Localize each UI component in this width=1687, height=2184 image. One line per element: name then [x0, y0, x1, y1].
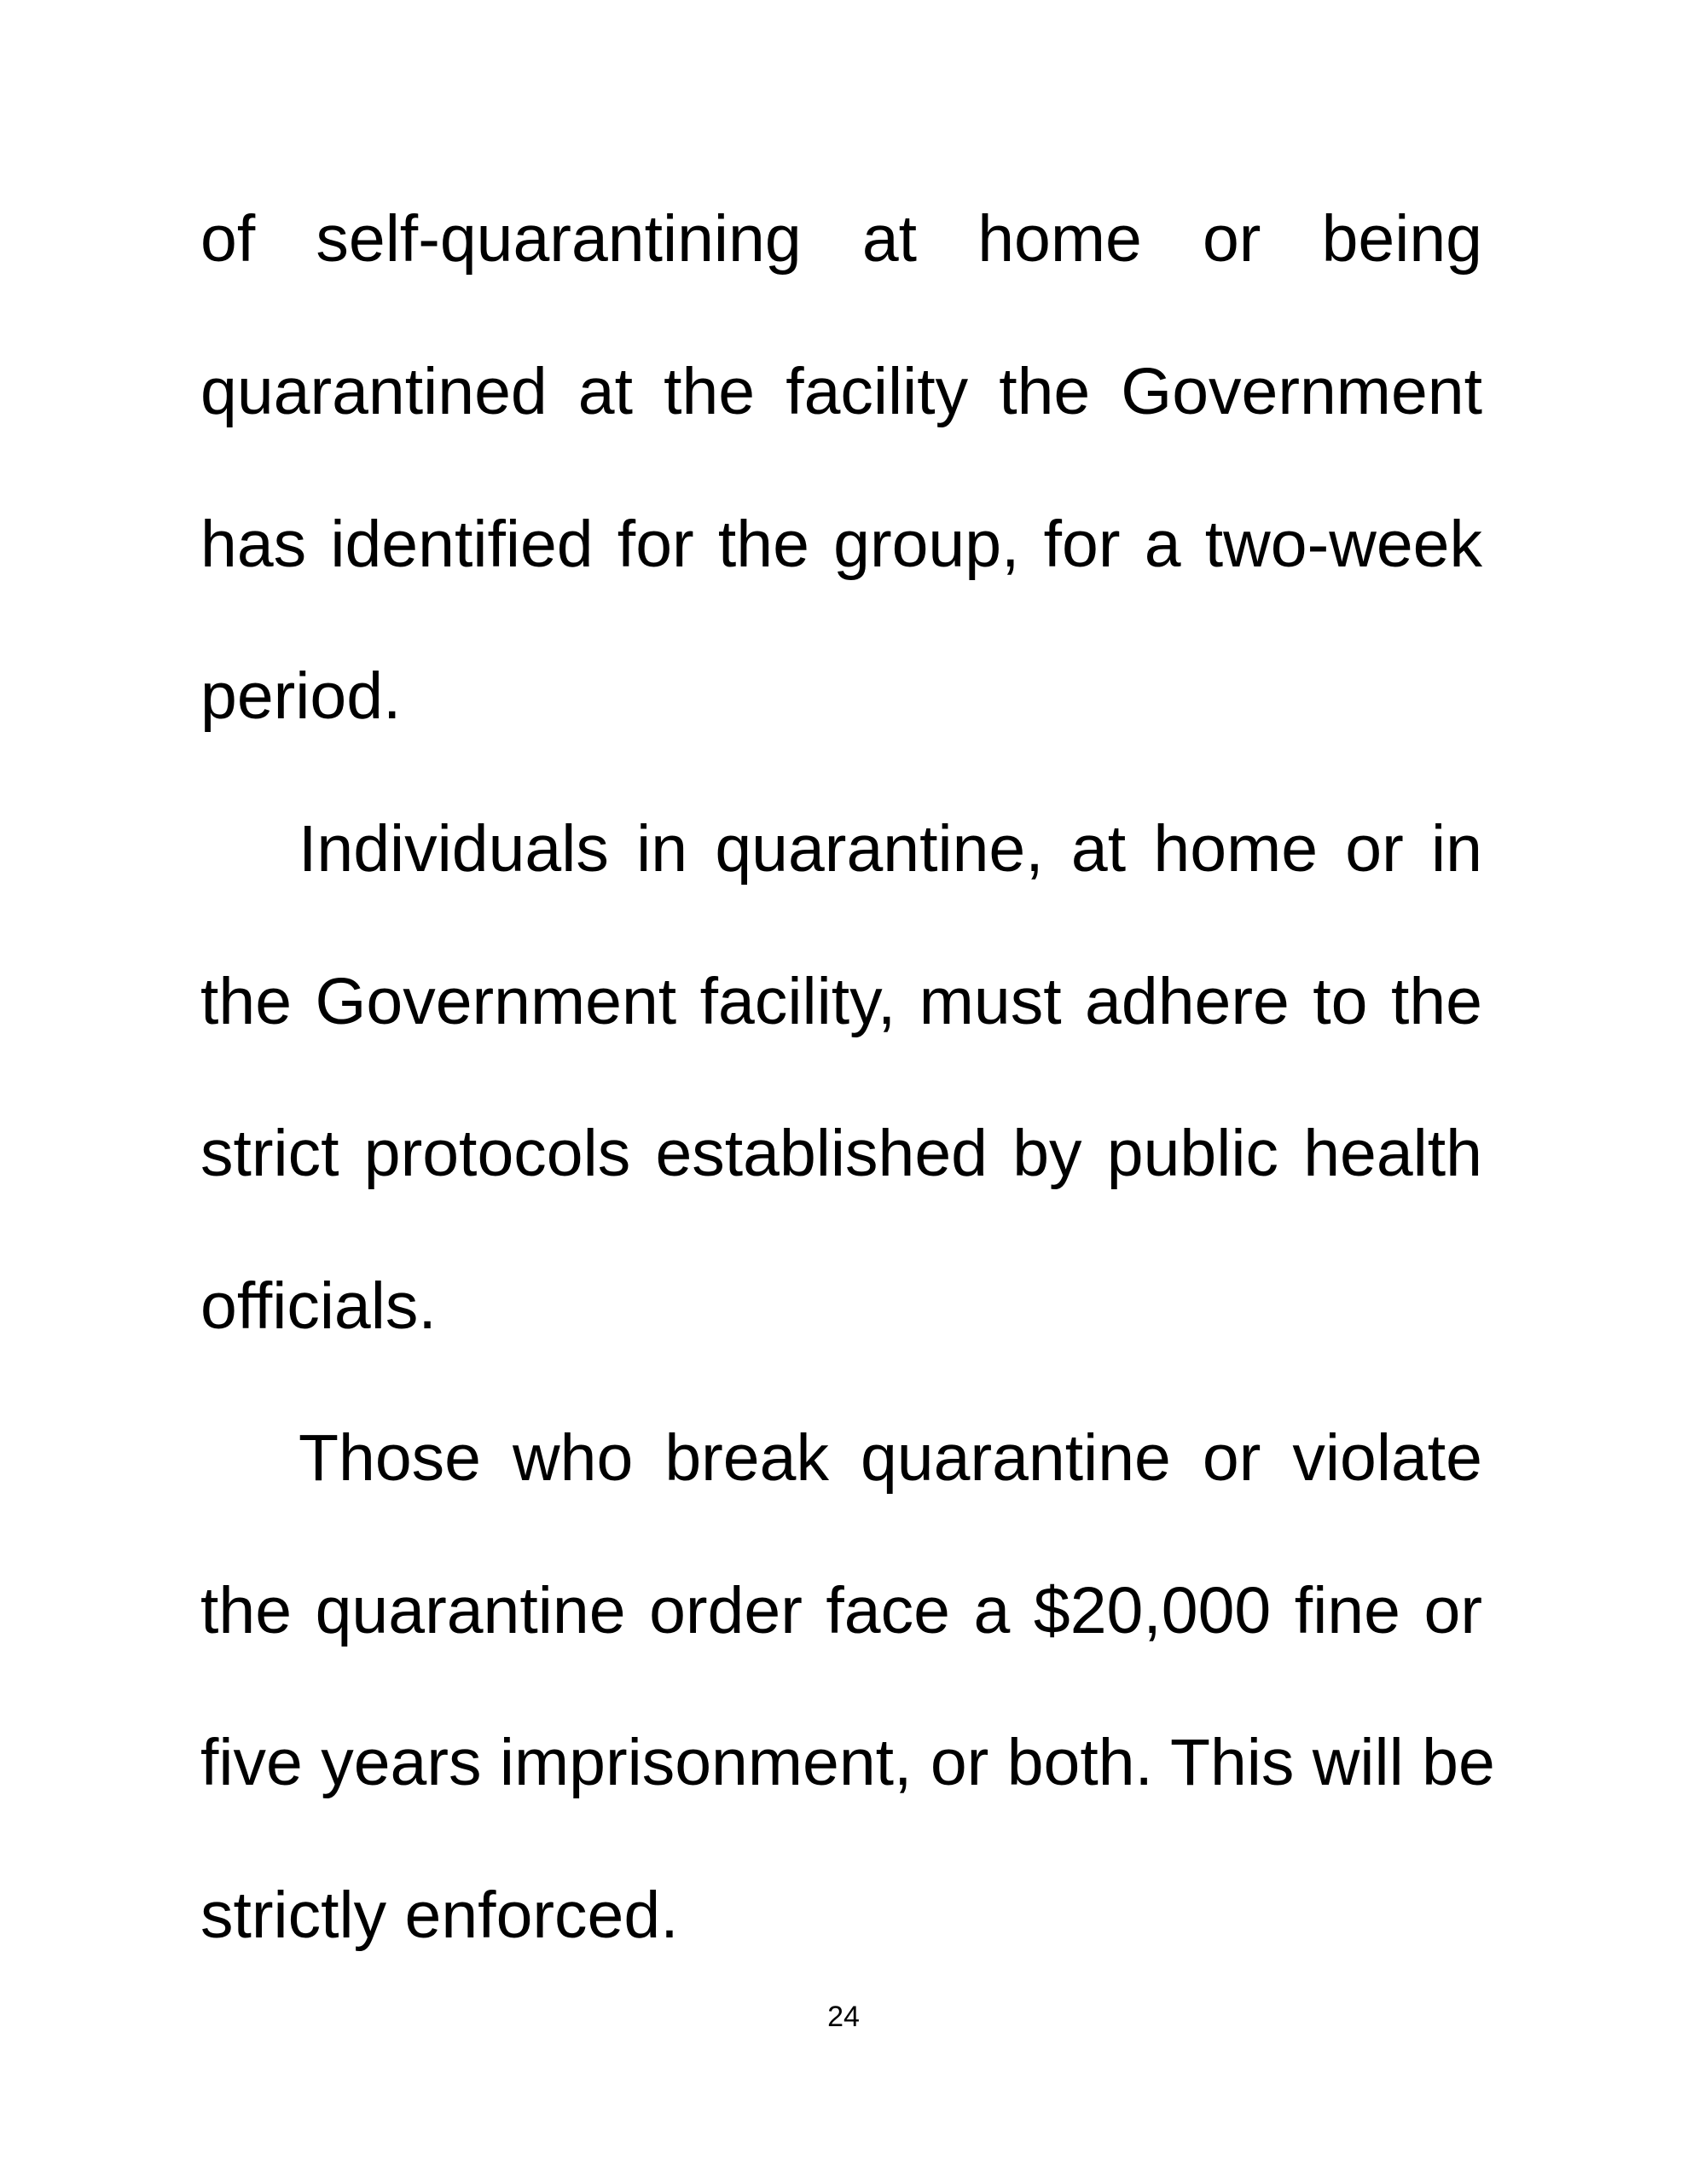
body-text-line: the Government facility, must adhere to the — [200, 965, 1482, 1038]
body-text-line: five years imprisonment, or both. This will be — [200, 1726, 1495, 1799]
body-text-line: strictly enforced. — [200, 1879, 679, 1952]
body-text-line: quarantined at the facility the Government — [200, 355, 1482, 428]
paragraph-first-line: Those who break quarantine or violate — [299, 1421, 1482, 1495]
body-text-line: strict protocols established by public health — [200, 1117, 1482, 1190]
body-text-line: has identified for the group, for a two-week — [200, 508, 1482, 581]
body-text-line: officials. — [200, 1269, 437, 1343]
body-text-line: of self-quarantining at home or being — [200, 202, 1482, 276]
paragraph-first-line: Individuals in quarantine, at home or in — [299, 812, 1482, 886]
page-number: 24 — [827, 2001, 860, 2033]
body-text-line: the quarantine order face a $20,000 fine or — [200, 1574, 1482, 1647]
body-text-line: period. — [200, 659, 402, 733]
